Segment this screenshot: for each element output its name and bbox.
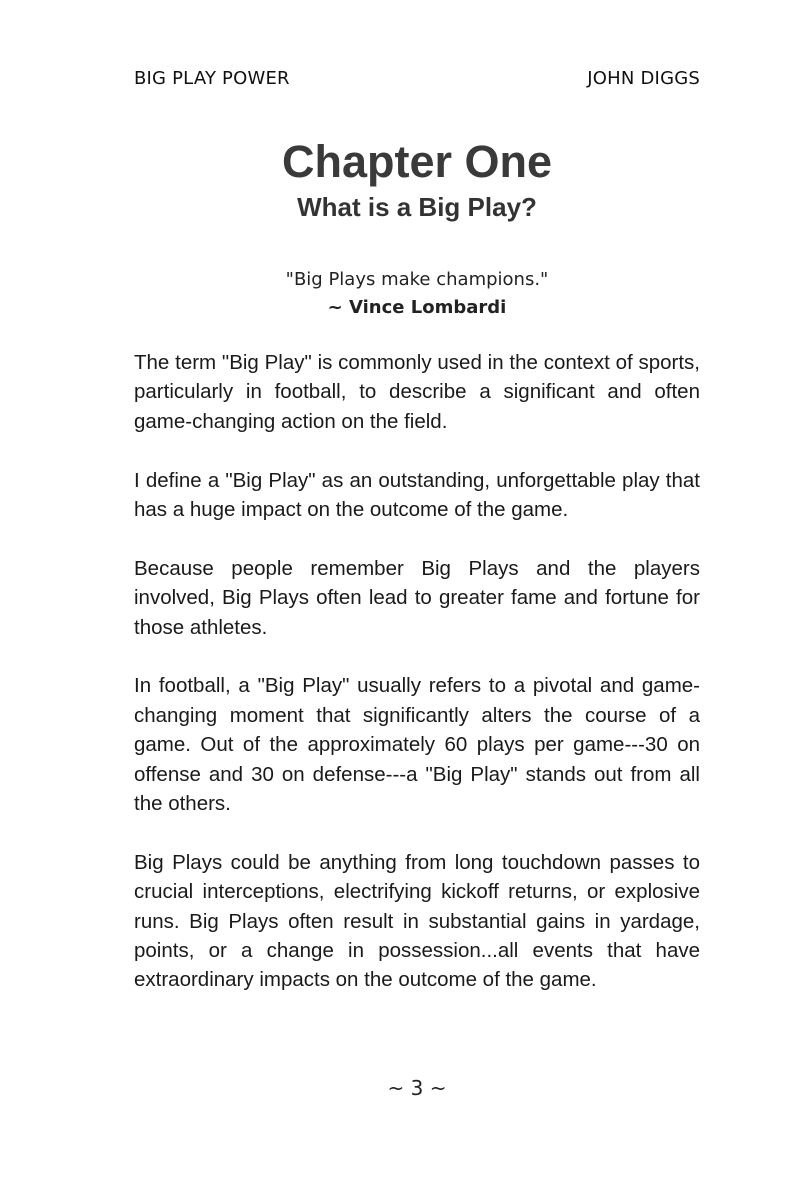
running-header [134,68,700,92]
chapter-title: Chapter One [281,136,553,187]
epigraph-quote: "Big Plays make champions." [285,269,549,290]
chapter-body [134,348,700,1024]
paragraph: I define a "Big Play" as an outstanding, unforgettable play that has a huge impact on the outcome of the game. [134,468,700,522]
paragraph: Because people remember Big Plays and the players involved, Big Plays often lead to greater fame and fortune for those athletes. [134,556,700,639]
epigraph [0,266,800,322]
header-book-title: BIG PLAY POWER [134,68,290,89]
header-author: JOHN DIGGS [587,68,700,89]
paragraph: Big Plays could be anything from long touchdown passes to crucial interceptions, electrifying kickoff returns, or explosive runs. Big Plays often result in substantial gains in yardage, points, or a change in possession...all events that have extraordinary impacts on the outcome of the game. [134,850,700,992]
paragraph: In football, a "Big Play" usually refers to a pivotal and game-changing moment that significantly alters the course of a game. Out of the approximately 60 plays per game---30 on offense and 30 on defense---a "Big Play" stands out from all the others. [134,674,700,816]
paragraph: The term "Big Play" is commonly used in the context of sports, particularly in football, to describe a significant and often game-changing action on the field. [134,351,700,433]
epigraph-attribution: ~ Vince Lombardi [327,297,507,318]
chapter-subtitle: What is a Big Play? [297,192,537,222]
page-number: ~ 3 ~ [387,1076,447,1100]
